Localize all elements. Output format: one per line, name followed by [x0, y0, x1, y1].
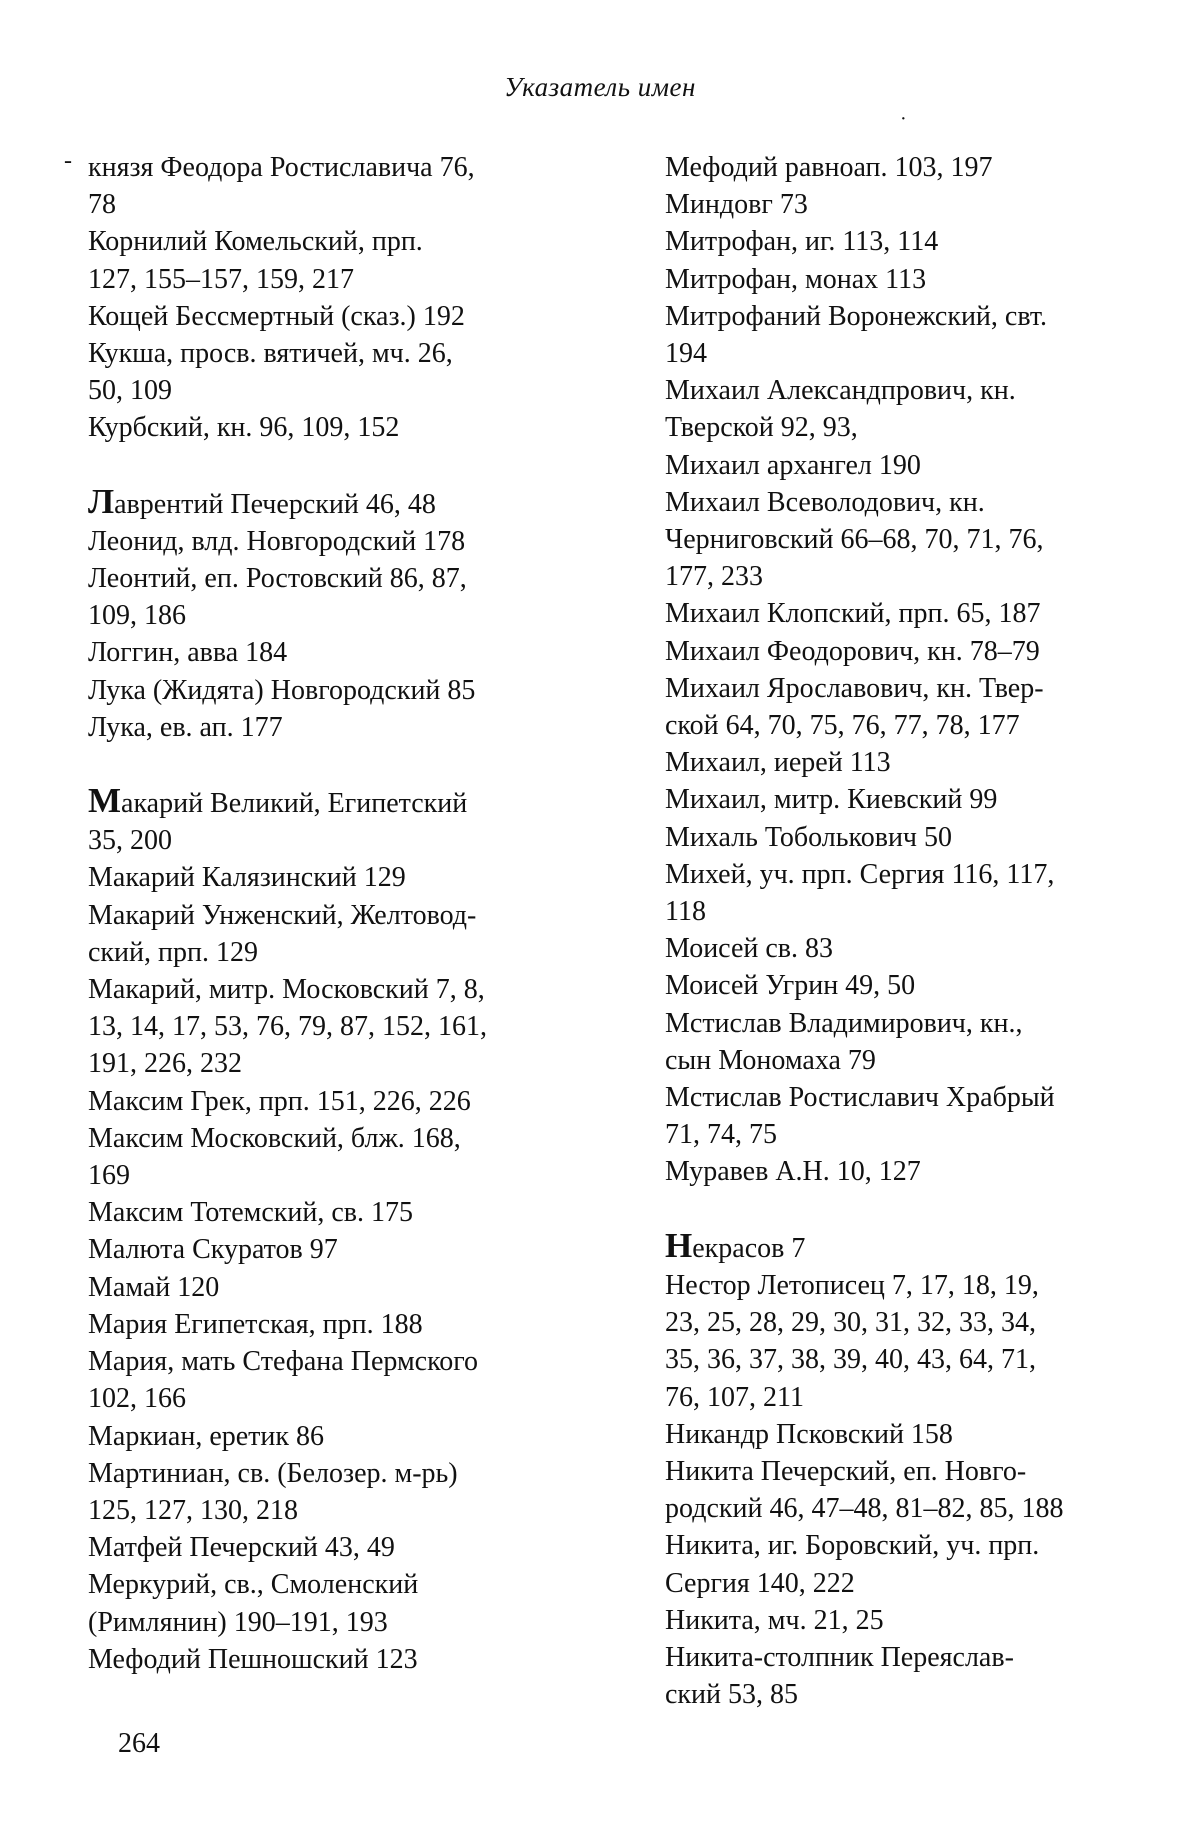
index-entry-line: Михаил, иерей 113	[665, 747, 891, 779]
index-entry-line: ский, прп. 129	[88, 936, 258, 968]
index-entry-line: 76, 107, 211	[665, 1381, 804, 1413]
index-entry-line: 109, 186	[88, 600, 186, 632]
index-entry-line: 35, 200	[88, 825, 172, 857]
page-number: 264	[118, 1728, 160, 1759]
index-entry-line: Курбский, кн. 96, 109, 152	[88, 412, 400, 444]
index-entry-line: Макарий Великий, Египетский	[88, 781, 468, 821]
index-entry-line: Матфей Печерский 43, 49	[88, 1532, 395, 1564]
index-entry-line: Мария, мать Стефана Пермского	[88, 1346, 479, 1378]
index-entry-line: Митрофан, монах 113	[665, 263, 927, 295]
index-entry-line: Мстислав Ростиславич Храбрый	[665, 1082, 1055, 1114]
index-entry-line: Черниговский 66–68, 70, 71, 76,	[665, 524, 1044, 556]
index-entry-line: ской 64, 70, 75, 76, 77, 78, 177	[665, 710, 1020, 742]
index-entry-line: Лаврентий Печерский 46, 48	[88, 481, 436, 521]
index-entry-line: 23, 25, 28, 29, 30, 31, 32, 33, 34,	[665, 1307, 1036, 1339]
index-entry-line: 13, 14, 17, 53, 76, 79, 87, 152, 161,	[88, 1011, 487, 1043]
index-entry-line: Сергия 140, 222	[665, 1567, 855, 1599]
index-entry-line: Миндовг 73	[665, 189, 808, 221]
index-entry-line: Мефодий Пешношский 123	[88, 1643, 418, 1675]
index-entry-line: 102, 166	[88, 1383, 186, 1415]
index-entry-line: Михей, уч. прп. Сергия 116, 117,	[665, 858, 1055, 890]
index-entry-line: Малюта Скуратов 97	[88, 1234, 338, 1266]
index-entry-line: Михаил архангел 190	[665, 449, 921, 481]
index-entry-line: Макарий Калязинский 129	[88, 862, 406, 894]
index-entry-line: Маркиан, еретик 86	[88, 1420, 325, 1452]
index-entry-line: Макарий Унженский, Желтовод-	[88, 899, 477, 931]
index-entry-line: Никита Печерский, еп. Новго-	[665, 1455, 1027, 1487]
index-entry-line: сын Мономаха 79	[665, 1044, 876, 1076]
index-entry-line: Муравев А.Н. 10, 127	[665, 1156, 921, 1188]
running-head: Указатель имен	[504, 72, 696, 102]
index-entry-line: Михаил Ярославович, кн. Твер-	[665, 672, 1044, 704]
index-column-left	[88, 149, 558, 1678]
index-entry-line: 194	[665, 338, 707, 370]
index-entry-line: Никандр Псковский 158	[665, 1418, 953, 1450]
index-entry-line: Моисей Угрин 49, 50	[665, 970, 916, 1002]
index-entry-line: Михаил, митр. Киевский 99	[665, 784, 998, 816]
index-entry-line: 71, 74, 75	[665, 1119, 777, 1151]
index-column-right	[665, 149, 1145, 1713]
index-entry-line: Кукша, просв. вятичей, мч. 26,	[88, 338, 453, 370]
index-entry-line: Никита-столпник Переяслав-	[665, 1641, 1014, 1673]
index-entry-line: князя Феодора Ростиславича 76,	[88, 152, 475, 183]
index-entry-line: 191, 226, 232	[88, 1048, 242, 1080]
index-entry-line: Максим Тотемский, св. 175	[88, 1197, 414, 1229]
index-entry-line: ский 53, 85	[665, 1679, 798, 1711]
index-entry-line: Кощей Бессмертный (сказ.) 192	[88, 300, 465, 332]
index-entry-line: 78	[88, 189, 116, 221]
index-entry-line: Леонтий, еп. Ростовский 86, 87,	[88, 563, 467, 595]
index-entry-line: 127, 155–157, 159, 217	[88, 263, 354, 295]
index-entry-line: Никита, мч. 21, 25	[665, 1604, 884, 1636]
index-entry-line: Логгин, авва 184	[88, 637, 288, 669]
index-entry-line: Корнилий Комельский, прп.	[88, 226, 423, 258]
index-entry-line: Мартиниан, св. (Белозер. м-рь)	[88, 1457, 458, 1489]
index-entry-line: Лука (Жидята) Новгородский 85	[88, 674, 476, 706]
index-entry-line: Лука, ев. ап. 177	[88, 711, 283, 743]
index-entry-line: 177, 233	[665, 561, 763, 593]
index-entry-line: Михаил Александпрович, кн.	[665, 375, 1016, 407]
index-entry-line: Мстислав Владимирович, кн.,	[665, 1007, 1023, 1039]
index-entry-line: Михаил Клопский, прп. 65, 187	[665, 598, 1041, 630]
index-entry-line: Макарий, митр. Московский 7, 8,	[88, 974, 485, 1006]
index-entry-line: Максим Московский, блж. 168,	[88, 1122, 461, 1154]
index-entry-line: Мефодий равноап. 103, 197	[665, 152, 993, 183]
index-entry-line: 118	[665, 896, 706, 928]
index-entry-line: родский 46, 47–48, 81–82, 85, 188	[665, 1493, 1064, 1525]
index-entry-line: Митрофаний Воронежский, свт.	[665, 300, 1047, 332]
index-entry-line: Максим Грек, прп. 151, 226, 226	[88, 1085, 471, 1117]
index-entry-line: Михаль Тоболькович 50	[665, 821, 953, 853]
index-entry-line: Тверской 92, 93,	[665, 412, 858, 444]
index-entry-line: Некрасов 7	[665, 1225, 806, 1265]
index-entry-line: 50, 109	[88, 375, 172, 407]
index-entry-line: (Римлянин) 190–191, 193	[88, 1606, 388, 1638]
index-entry-line: 169	[88, 1160, 130, 1192]
index-entry-line: 35, 36, 37, 38, 39, 40, 43, 64, 71,	[665, 1344, 1036, 1376]
index-entry-line: Никита, иг. Боровский, уч. прп.	[665, 1530, 1040, 1562]
index-entry-line: Меркурий, св., Смоленский	[88, 1569, 419, 1601]
index-entry-line: Нестор Летописец 7, 17, 18, 19,	[665, 1269, 1039, 1301]
index-entry-line: Леонид, влд. Новгородский 178	[88, 525, 466, 557]
index-entry-line: Мамай 120	[88, 1271, 220, 1303]
margin-dash-mark: -	[64, 148, 72, 174]
margin-dot-mark: ·	[900, 108, 907, 130]
index-entry-line: Моисей св. 83	[665, 933, 834, 965]
index-entry-line: Михаил Всеволодович, кн.	[665, 486, 985, 518]
index-entry-line: Михаил Феодорович, кн. 78–79	[665, 635, 1040, 667]
index-entry-line: Мария Египетская, прп. 188	[88, 1308, 423, 1340]
index-entry-line: Митрофан, иг. 113, 114	[665, 226, 939, 258]
index-entry-line: 125, 127, 130, 218	[88, 1494, 298, 1526]
